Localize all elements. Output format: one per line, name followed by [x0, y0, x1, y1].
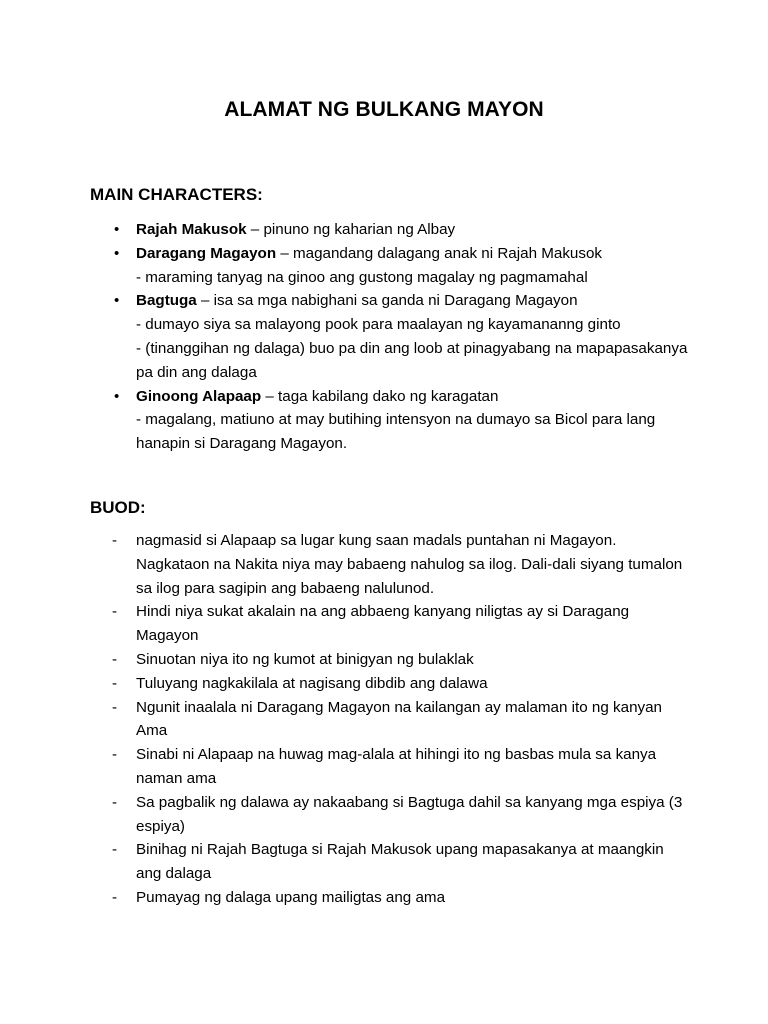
bullet-icon: • — [114, 244, 120, 262]
dash-bullet: - — [112, 603, 118, 621]
character-description: – pinuno ng kaharian ng Albay — [246, 221, 456, 238]
buod-text: Sinabi ni Alapaap na huwag mag-alala at hihingi ito ng basbas mula sa kanya naman ama — [136, 746, 657, 787]
character-item-daragang-magayon — [90, 242, 690, 290]
character-note: - maraming tanyag na ginoo ang gustong magalay ng pagmamahal — [136, 268, 588, 286]
buod-item — [90, 886, 690, 910]
character-item-ginoong-alapaap — [90, 385, 690, 456]
buod-item — [90, 791, 690, 839]
buod-heading: BUOD: — [90, 498, 146, 517]
dash-bullet: - — [112, 746, 118, 764]
buod-text: Tuluyang nagkakilala at nagisang dibdib ang dalawa — [136, 674, 488, 692]
character-note: - dumayo siya sa malayong pook para maalayan ng kayamananng ginto — [136, 316, 621, 334]
buod-item — [90, 838, 690, 886]
dash-bullet: - — [112, 532, 118, 549]
buod-text: Binihag ni Rajah Bagtuga si Rajah Makusok upang mapasakanya at maangkin ang dalaga — [136, 841, 664, 883]
dash-bullet: - — [112, 793, 118, 811]
character-item-rajah-makusok — [90, 218, 690, 242]
characters-heading: MAIN CHARACTERS: — [90, 185, 263, 204]
character-note: - magalang, matiuno at may butihing intensyon na dumayo sa Bicol para lang hanapin si Daragang Magayon. — [136, 411, 656, 453]
buod-list — [90, 529, 690, 910]
buod-text: Sa pagbalik ng dalawa ay nakaabang si Bagtuga dahil sa kanyang mga espiya (3 espiya) — [136, 793, 683, 835]
buod-item — [90, 672, 690, 696]
dash-bullet: - — [112, 698, 118, 716]
character-note: - (tinanggihan ng dalaga) buo pa din ang loob at pinagyabang na mapapasakanya pa din ang dalaga — [136, 339, 688, 381]
buod-text: Ngunit inaalala ni Daragang Magayon na kailangan ay malaman ito ng kanyan Ama — [136, 698, 663, 740]
buod-item — [90, 743, 690, 791]
dash-bullet: - — [112, 650, 118, 668]
buod-item — [90, 529, 690, 600]
buod-item — [90, 600, 690, 648]
buod-text: nagmasid si Alapaap sa lugar kung saan madals puntahan ni Magayon. Nagkataon na Nakita niya may babaeng nahulog sa ilog. Dali-dali siyang tumalon sa ilog para sagipin ang babaeng nalulunod. — [136, 532, 683, 597]
character-name: Daragang Magayon — [136, 244, 277, 262]
buod-text: Hindi niya sukat akalain na ang abbaeng kanyang niligtas ay si Daragang Magayon — [136, 603, 630, 645]
character-description: – taga kabilang dako ng karagatan — [261, 387, 499, 405]
bullet-icon: • — [114, 221, 120, 238]
dash-bullet: - — [112, 841, 118, 859]
dash-bullet: - — [112, 674, 118, 692]
character-name: Bagtuga — [136, 292, 197, 310]
character-description: – magandang dalagang anak ni Rajah Makusok — [276, 244, 603, 262]
buod-text: Pumayag ng dalaga upang mailigtas ang ama — [136, 888, 446, 906]
document-title: ALAMAT NG BULKANG MAYON — [224, 98, 544, 121]
buod-item — [90, 696, 690, 744]
characters-list — [90, 218, 690, 456]
character-name: Ginoong Alapaap — [136, 387, 262, 405]
bullet-icon: • — [114, 292, 120, 310]
buod-item — [90, 648, 690, 672]
character-item-bagtuga — [90, 289, 690, 384]
character-description: – isa sa mga nabighani sa ganda ni Daragang Magayon — [196, 292, 578, 310]
dash-bullet: - — [112, 888, 118, 906]
bullet-icon: • — [114, 387, 120, 405]
buod-text: Sinuotan niya ito ng kumot at binigyan ng bulaklak — [136, 650, 474, 668]
character-name: Rajah Makusok — [136, 221, 247, 238]
